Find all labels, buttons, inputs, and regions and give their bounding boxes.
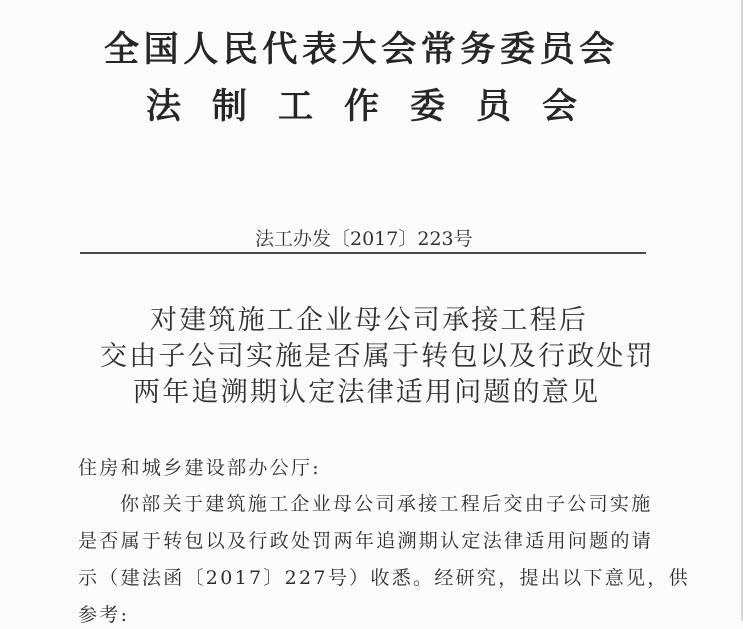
header-divider	[80, 252, 646, 254]
subject-line: 交由子公司实施是否属于转包以及行政处罚	[100, 341, 655, 372]
issuer-name-line-1: 全国人民代表大会常务委员会	[104, 29, 619, 70]
body-paragraph-line: 你部关于建筑施工企业母公司承接工程后交由子公司实施	[120, 493, 653, 515]
body-paragraph-line: 示（建法函〔2017〕227号）收悉。经研究，提出以下意见，供	[78, 567, 690, 589]
issuer-name-line-2: 法制工作委员会	[146, 86, 609, 127]
addressee: 住房和城乡建设部办公厅:	[78, 457, 322, 479]
subject-line: 对建筑施工企业母公司承接工程后	[150, 305, 588, 336]
subject-line: 两年追溯期认定法律适用问题的意见	[133, 377, 601, 408]
document-number: 法工办发〔2017〕223号	[255, 228, 473, 250]
body-paragraph-line: 参考:	[78, 604, 130, 626]
body-paragraph-line: 是否属于转包以及行政处罚两年追溯期认定法律适用问题的请	[78, 530, 654, 552]
